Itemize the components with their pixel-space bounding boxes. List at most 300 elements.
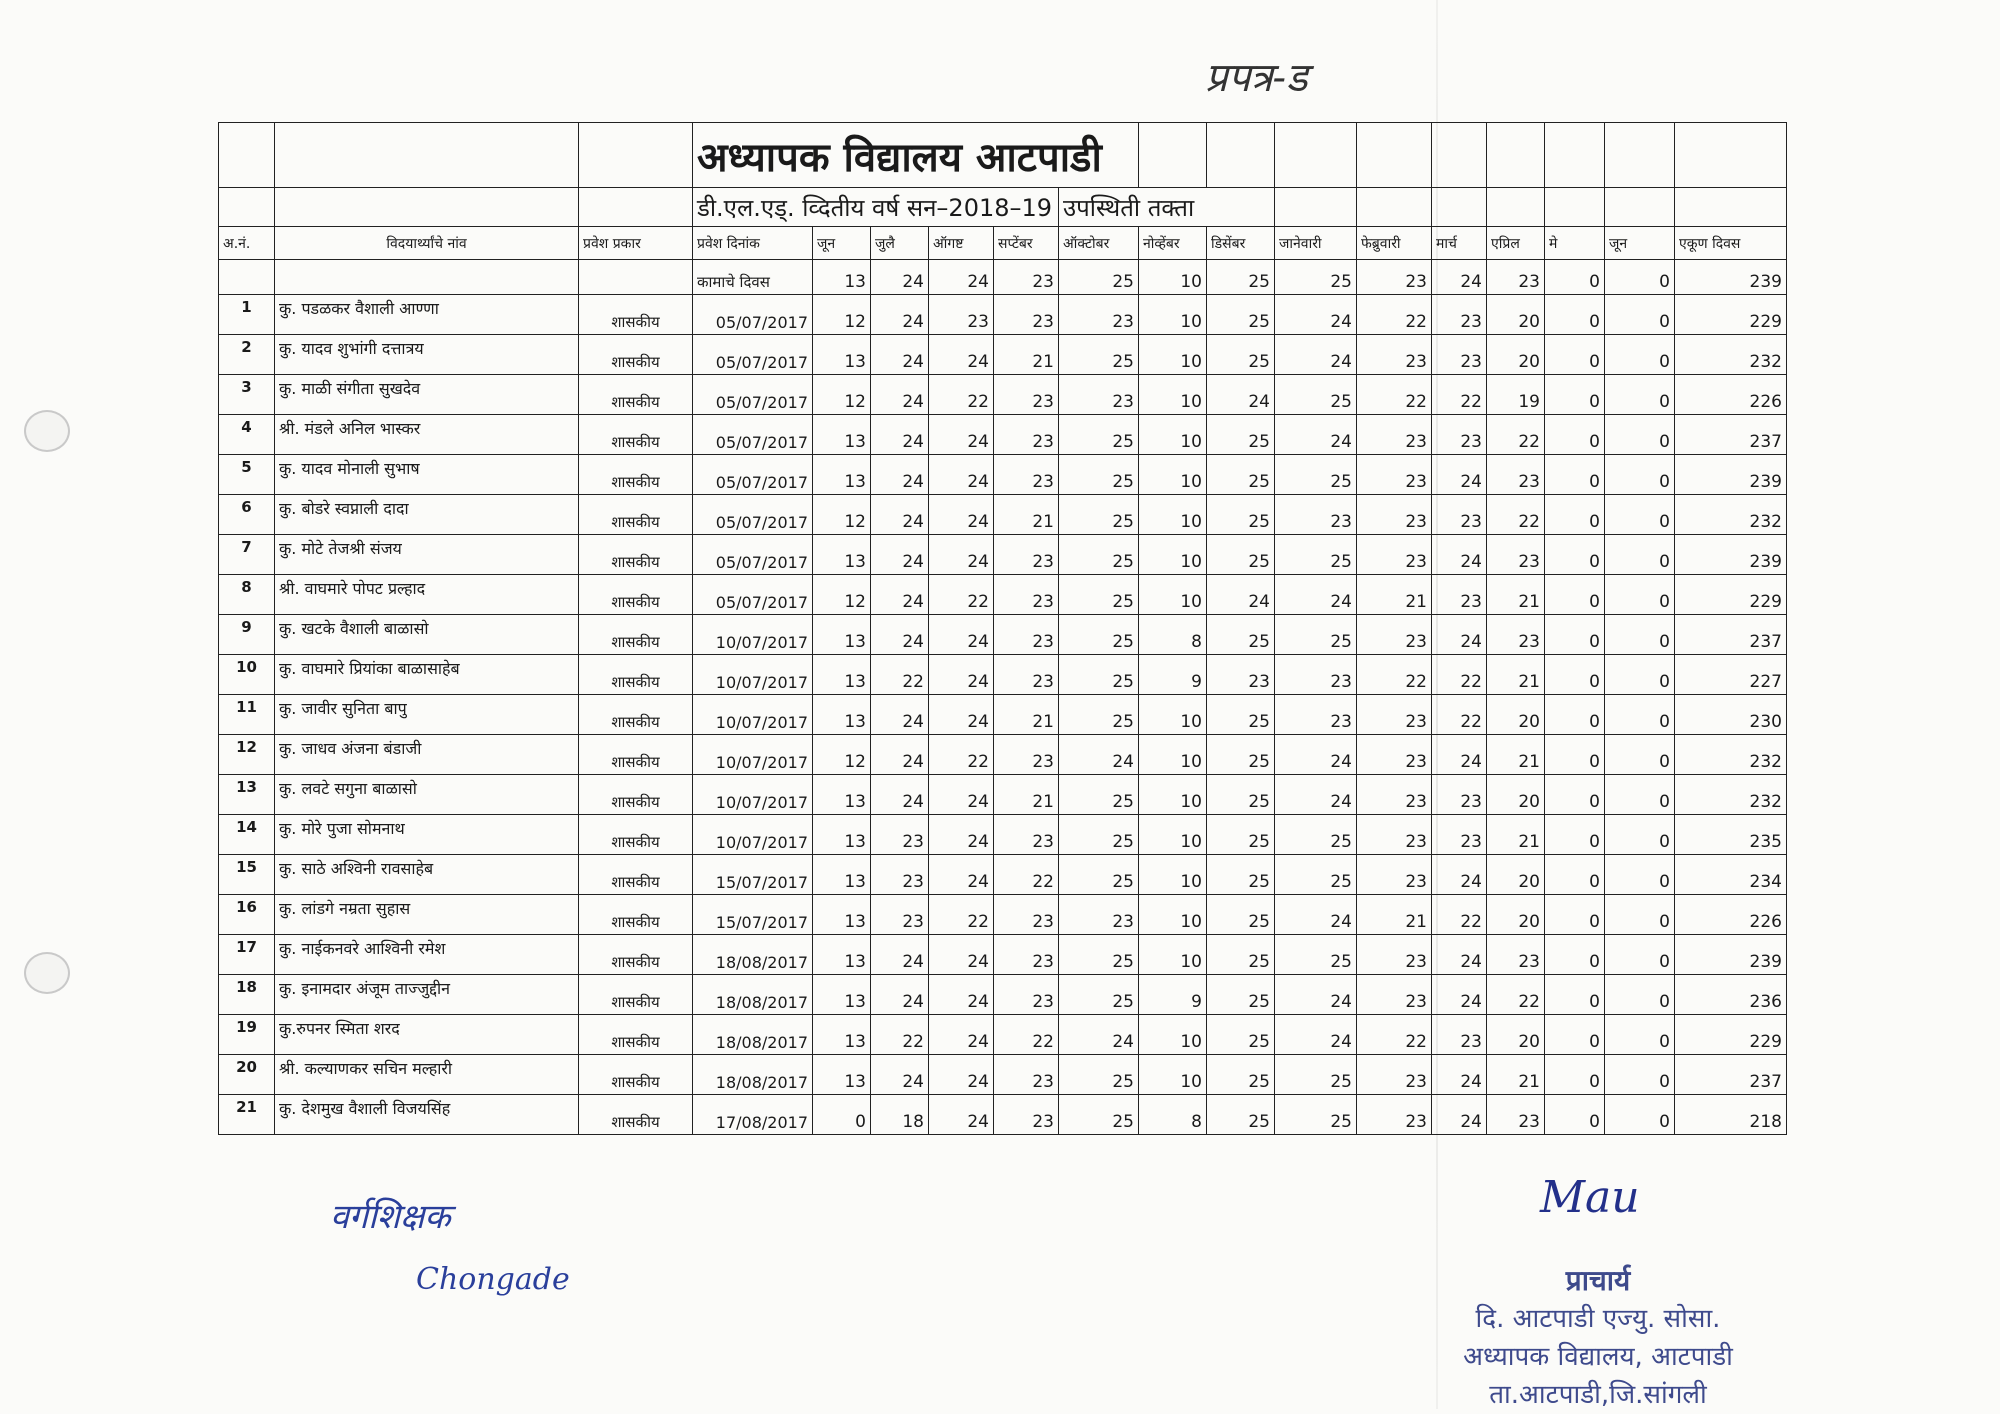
attendance-days: 23 xyxy=(994,615,1059,655)
column-header: नोव्हेंबर xyxy=(1139,227,1207,260)
student-name: कु. यादव मोनाली सुभाष xyxy=(275,455,579,495)
admission-type: शासकीय xyxy=(579,575,693,615)
class-teacher-signature: Chongade xyxy=(416,1262,570,1297)
attendance-days: 24 xyxy=(871,775,929,815)
admission-type: शासकीय xyxy=(579,535,693,575)
admission-type: शासकीय xyxy=(579,335,693,375)
attendance-days: 0 xyxy=(1605,1055,1675,1095)
attendance-days: 21 xyxy=(1357,575,1432,615)
attendance-days: 25 xyxy=(1207,455,1275,495)
admission-type: शासकीय xyxy=(579,695,693,735)
attendance-days: 22 xyxy=(929,895,994,935)
admission-type: शासकीय xyxy=(579,775,693,815)
table-row xyxy=(219,1015,1787,1055)
table-row xyxy=(219,535,1787,575)
table-row xyxy=(219,335,1787,375)
attendance-days: 0 xyxy=(1545,735,1605,775)
attendance-days: 25 xyxy=(1275,1095,1357,1135)
attendance-days: 25 xyxy=(1275,535,1357,575)
admission-type: शासकीय xyxy=(579,815,693,855)
student-name: कु. जावीर सुनिता बापु xyxy=(275,695,579,735)
working-days-value: 24 xyxy=(871,260,929,295)
attendance-days: 20 xyxy=(1487,1015,1545,1055)
student-name: कु. बोडरे स्वप्नाली दादा xyxy=(275,495,579,535)
attendance-days: 25 xyxy=(1059,815,1139,855)
column-header: एकूण दिवस xyxy=(1675,227,1787,260)
attendance-days: 24 xyxy=(1275,895,1357,935)
serial-number: 13 xyxy=(219,775,275,815)
attendance-days: 25 xyxy=(1207,295,1275,335)
working-days-row xyxy=(219,260,1787,295)
attendance-days: 21 xyxy=(1487,575,1545,615)
attendance-days: 22 xyxy=(1357,295,1432,335)
attendance-days: 23 xyxy=(994,935,1059,975)
attendance-days: 0 xyxy=(1605,535,1675,575)
attendance-days: 25 xyxy=(1207,935,1275,975)
attendance-days: 24 xyxy=(1432,975,1487,1015)
attendance-days: 24 xyxy=(929,655,994,695)
admission-type: शासकीय xyxy=(579,855,693,895)
attendance-days: 23 xyxy=(1357,975,1432,1015)
serial-number: 8 xyxy=(219,575,275,615)
student-name: श्री. वाघमारे पोपट प्रल्हाद xyxy=(275,575,579,615)
attendance-days: 0 xyxy=(1545,1055,1605,1095)
attendance-days: 24 xyxy=(1275,1015,1357,1055)
column-header: ऑगष्ट xyxy=(929,227,994,260)
attendance-days: 22 xyxy=(1487,415,1545,455)
attendance-days: 0 xyxy=(813,1095,871,1135)
student-name: कु. मोरे पुजा सोमनाथ xyxy=(275,815,579,855)
attendance-days: 10 xyxy=(1139,935,1207,975)
student-name: कु. यादव शुभांगी दत्तात्रय xyxy=(275,335,579,375)
attendance-days: 24 xyxy=(1432,855,1487,895)
empty-cell xyxy=(579,260,693,295)
serial-number: 17 xyxy=(219,935,275,975)
stamp-college: अध्यापक विद्यालय, आटपाडी xyxy=(1463,1342,1733,1372)
admission-type: शासकीय xyxy=(579,615,693,655)
student-name: कु. इनामदार अंजूम ताज्जुद्दीन xyxy=(275,975,579,1015)
attendance-days: 23 xyxy=(1357,335,1432,375)
total-days: 234 xyxy=(1675,855,1787,895)
student-name: कु. माळी संगीता सुखदेव xyxy=(275,375,579,415)
attendance-days: 24 xyxy=(1207,575,1275,615)
admission-type: शासकीय xyxy=(579,895,693,935)
attendance-days: 24 xyxy=(871,1055,929,1095)
working-days-value: 25 xyxy=(1059,260,1139,295)
attendance-days: 23 xyxy=(1357,415,1432,455)
serial-number: 6 xyxy=(219,495,275,535)
stamp-society: दि. आटपाडी एज्यु. सोसा. xyxy=(1475,1304,1721,1334)
attendance-days: 0 xyxy=(1545,295,1605,335)
attendance-days: 0 xyxy=(1605,455,1675,495)
serial-number: 9 xyxy=(219,615,275,655)
total-days: 239 xyxy=(1675,535,1787,575)
punch-hole xyxy=(24,952,70,994)
attendance-days: 23 xyxy=(929,295,994,335)
attendance-days: 13 xyxy=(813,935,871,975)
attendance-days: 25 xyxy=(1059,655,1139,695)
class-teacher-signature-label: वर्गशिक्षक xyxy=(330,1197,451,1237)
student-name: कु. लांडगे नम्रता सुहास xyxy=(275,895,579,935)
empty-cell xyxy=(219,260,275,295)
admission-date: 15/07/2017 xyxy=(693,855,813,895)
attendance-days: 23 xyxy=(994,1055,1059,1095)
student-name: कु. वाघमारे प्रियांका बाळासाहेब xyxy=(275,655,579,695)
attendance-days: 12 xyxy=(813,495,871,535)
table-row xyxy=(219,895,1787,935)
attendance-days: 25 xyxy=(1059,975,1139,1015)
attendance-days: 24 xyxy=(871,335,929,375)
serial-number: 5 xyxy=(219,455,275,495)
attendance-days: 0 xyxy=(1605,695,1675,735)
attendance-days: 25 xyxy=(1059,775,1139,815)
admission-date: 15/07/2017 xyxy=(693,895,813,935)
attendance-days: 12 xyxy=(813,375,871,415)
attendance-days: 0 xyxy=(1545,815,1605,855)
table-row xyxy=(219,295,1787,335)
total-days: 235 xyxy=(1675,815,1787,855)
attendance-days: 0 xyxy=(1545,575,1605,615)
course-year-subtitle: डी.एल.एड्. व्दितीय वर्ष सन–2018–19 xyxy=(693,188,1059,227)
attendance-days: 0 xyxy=(1605,975,1675,1015)
attendance-days: 21 xyxy=(994,695,1059,735)
attendance-days: 20 xyxy=(1487,775,1545,815)
attendance-days: 23 xyxy=(1432,575,1487,615)
attendance-days: 24 xyxy=(871,375,929,415)
total-days: 230 xyxy=(1675,695,1787,735)
attendance-days: 25 xyxy=(1207,615,1275,655)
attendance-days: 21 xyxy=(1487,1055,1545,1095)
admission-type: शासकीय xyxy=(579,375,693,415)
attendance-days: 23 xyxy=(1487,535,1545,575)
attendance-days: 0 xyxy=(1545,855,1605,895)
attendance-days: 13 xyxy=(813,535,871,575)
column-header: सप्टेंबर xyxy=(994,227,1059,260)
attendance-days: 24 xyxy=(929,695,994,735)
attendance-days: 24 xyxy=(871,575,929,615)
serial-number: 14 xyxy=(219,815,275,855)
attendance-days: 23 xyxy=(1357,615,1432,655)
attendance-days: 25 xyxy=(1059,415,1139,455)
total-days: 232 xyxy=(1675,735,1787,775)
attendance-days: 13 xyxy=(813,775,871,815)
admission-date: 10/07/2017 xyxy=(693,815,813,855)
attendance-days: 0 xyxy=(1605,735,1675,775)
attendance-days: 24 xyxy=(1059,1015,1139,1055)
admission-type: शासकीय xyxy=(579,1015,693,1055)
attendance-days: 25 xyxy=(1207,735,1275,775)
principal-stamp xyxy=(1418,1262,1778,1414)
attendance-days: 23 xyxy=(1357,815,1432,855)
admission-type: शासकीय xyxy=(579,735,693,775)
attendance-days: 24 xyxy=(1432,735,1487,775)
attendance-days: 23 xyxy=(1487,455,1545,495)
attendance-days: 25 xyxy=(1059,855,1139,895)
attendance-days: 10 xyxy=(1139,375,1207,415)
attendance-days: 23 xyxy=(1059,895,1139,935)
attendance-days: 25 xyxy=(1275,455,1357,495)
attendance-days: 24 xyxy=(1275,775,1357,815)
attendance-days: 23 xyxy=(1275,655,1357,695)
table-row xyxy=(219,855,1787,895)
institution-title: अध्यापक विद्यालय आटपाडी xyxy=(693,123,1139,188)
attendance-days: 22 xyxy=(994,855,1059,895)
attendance-days: 25 xyxy=(1207,495,1275,535)
serial-number: 21 xyxy=(219,1095,275,1135)
attendance-days: 10 xyxy=(1139,895,1207,935)
attendance-days: 25 xyxy=(1275,615,1357,655)
attendance-days: 0 xyxy=(1545,335,1605,375)
table-row xyxy=(219,375,1787,415)
attendance-days: 20 xyxy=(1487,335,1545,375)
attendance-days: 23 xyxy=(1432,415,1487,455)
attendance-days: 24 xyxy=(871,295,929,335)
attendance-days: 25 xyxy=(1059,335,1139,375)
attendance-days: 25 xyxy=(1207,535,1275,575)
attendance-days: 24 xyxy=(929,1015,994,1055)
total-days: 229 xyxy=(1675,295,1787,335)
attendance-days: 23 xyxy=(1357,495,1432,535)
column-header: एप्रिल xyxy=(1487,227,1545,260)
attendance-days: 10 xyxy=(1139,855,1207,895)
table-row xyxy=(219,735,1787,775)
attendance-days: 24 xyxy=(871,935,929,975)
attendance-days: 25 xyxy=(1059,615,1139,655)
attendance-days: 25 xyxy=(1207,895,1275,935)
admission-date: 18/08/2017 xyxy=(693,975,813,1015)
attendance-days: 18 xyxy=(871,1095,929,1135)
attendance-days: 10 xyxy=(1139,695,1207,735)
attendance-days: 13 xyxy=(813,615,871,655)
working-days-value: 25 xyxy=(1207,260,1275,295)
attendance-days: 25 xyxy=(1207,1095,1275,1135)
attendance-days: 24 xyxy=(871,415,929,455)
attendance-days: 0 xyxy=(1545,495,1605,535)
attendance-days: 13 xyxy=(813,655,871,695)
total-days: 237 xyxy=(1675,415,1787,455)
attendance-days: 24 xyxy=(1432,1055,1487,1095)
attendance-days: 24 xyxy=(1275,975,1357,1015)
attendance-days: 24 xyxy=(871,535,929,575)
attendance-days: 24 xyxy=(929,495,994,535)
attendance-days: 24 xyxy=(929,815,994,855)
admission-date: 18/08/2017 xyxy=(693,1015,813,1055)
column-header: जून xyxy=(813,227,871,260)
attendance-days: 24 xyxy=(1275,295,1357,335)
attendance-days: 10 xyxy=(1139,455,1207,495)
attendance-days: 22 xyxy=(871,655,929,695)
attendance-days: 22 xyxy=(1357,655,1432,695)
total-days: 239 xyxy=(1675,935,1787,975)
student-name: श्री. कल्याणकर सचिन मल्हारी xyxy=(275,1055,579,1095)
attendance-days: 13 xyxy=(813,1015,871,1055)
total-days: 232 xyxy=(1675,495,1787,535)
admission-date: 10/07/2017 xyxy=(693,735,813,775)
column-header: मे xyxy=(1545,227,1605,260)
working-days-value: 23 xyxy=(1357,260,1432,295)
attendance-days: 23 xyxy=(871,855,929,895)
attendance-days: 24 xyxy=(929,975,994,1015)
attendance-days: 20 xyxy=(1487,855,1545,895)
column-header: मार्च xyxy=(1432,227,1487,260)
attendance-days: 0 xyxy=(1605,855,1675,895)
attendance-days: 25 xyxy=(1207,975,1275,1015)
attendance-days: 0 xyxy=(1605,775,1675,815)
attendance-days: 0 xyxy=(1545,375,1605,415)
attendance-table xyxy=(218,122,1787,1135)
attendance-days: 24 xyxy=(1207,375,1275,415)
table-row xyxy=(219,1055,1787,1095)
attendance-days: 21 xyxy=(994,495,1059,535)
attendance-days: 22 xyxy=(1432,375,1487,415)
attendance-days: 0 xyxy=(1605,935,1675,975)
attendance-days: 10 xyxy=(1139,815,1207,855)
attendance-days: 0 xyxy=(1545,1015,1605,1055)
student-name: कु. पडळकर वैशाली आण्णा xyxy=(275,295,579,335)
table-row xyxy=(219,935,1787,975)
attendance-days: 23 xyxy=(1357,735,1432,775)
admission-date: 05/07/2017 xyxy=(693,575,813,615)
attendance-days: 10 xyxy=(1139,1055,1207,1095)
student-name: कु. साठे अश्विनी रावसाहेब xyxy=(275,855,579,895)
attendance-days: 23 xyxy=(1487,1095,1545,1135)
admission-date: 05/07/2017 xyxy=(693,495,813,535)
attendance-days: 24 xyxy=(871,615,929,655)
attendance-days: 10 xyxy=(1139,775,1207,815)
attendance-days: 13 xyxy=(813,335,871,375)
admission-date: 18/08/2017 xyxy=(693,1055,813,1095)
working-days-value: 239 xyxy=(1675,260,1787,295)
column-header: जुलै xyxy=(871,227,929,260)
attendance-days: 23 xyxy=(994,535,1059,575)
serial-number: 10 xyxy=(219,655,275,695)
attendance-days: 0 xyxy=(1605,415,1675,455)
attendance-days: 24 xyxy=(929,455,994,495)
attendance-days: 23 xyxy=(1275,695,1357,735)
admission-date: 05/07/2017 xyxy=(693,455,813,495)
attendance-days: 12 xyxy=(813,295,871,335)
admission-date: 10/07/2017 xyxy=(693,615,813,655)
attendance-days: 24 xyxy=(929,615,994,655)
admission-type: शासकीय xyxy=(579,655,693,695)
attendance-days: 22 xyxy=(994,1015,1059,1055)
table-row xyxy=(219,415,1787,455)
attendance-days: 13 xyxy=(813,1055,871,1095)
admission-date: 05/07/2017 xyxy=(693,375,813,415)
working-days-value: 24 xyxy=(929,260,994,295)
attendance-days: 25 xyxy=(1207,1055,1275,1095)
attendance-days: 25 xyxy=(1207,1015,1275,1055)
attendance-days: 13 xyxy=(813,815,871,855)
column-header: अ.नं. xyxy=(219,227,275,260)
attendance-days: 13 xyxy=(813,695,871,735)
student-name: श्री. मंडले अनिल भास्कर xyxy=(275,415,579,455)
attendance-days: 23 xyxy=(1432,815,1487,855)
attendance-days: 23 xyxy=(994,455,1059,495)
serial-number: 15 xyxy=(219,855,275,895)
attendance-days: 25 xyxy=(1059,1055,1139,1095)
student-name: कु. खटके वैशाली बाळासो xyxy=(275,615,579,655)
attendance-days: 23 xyxy=(994,575,1059,615)
student-rows xyxy=(219,295,1787,1135)
attendance-days: 13 xyxy=(813,455,871,495)
table-row xyxy=(219,455,1787,495)
table-row xyxy=(219,1095,1787,1135)
attendance-days: 25 xyxy=(1059,495,1139,535)
attendance-days: 25 xyxy=(1275,375,1357,415)
serial-number: 2 xyxy=(219,335,275,375)
attendance-days: 25 xyxy=(1207,415,1275,455)
attendance-days: 23 xyxy=(1207,655,1275,695)
attendance-days: 0 xyxy=(1605,1015,1675,1055)
attendance-days: 0 xyxy=(1545,695,1605,735)
working-days-value: 13 xyxy=(813,260,871,295)
attendance-days: 23 xyxy=(1357,775,1432,815)
attendance-days: 25 xyxy=(1207,855,1275,895)
attendance-days: 0 xyxy=(1545,1095,1605,1135)
total-days: 239 xyxy=(1675,455,1787,495)
total-days: 237 xyxy=(1675,615,1787,655)
attendance-days: 23 xyxy=(1357,535,1432,575)
attendance-days: 25 xyxy=(1207,335,1275,375)
attendance-days: 24 xyxy=(871,975,929,1015)
attendance-days: 10 xyxy=(1139,295,1207,335)
attendance-days: 12 xyxy=(813,575,871,615)
attendance-days: 0 xyxy=(1545,455,1605,495)
attendance-days: 25 xyxy=(1059,1095,1139,1135)
punch-hole xyxy=(24,410,70,452)
title-row xyxy=(219,123,1787,188)
attendance-days: 24 xyxy=(871,735,929,775)
column-header: ऑक्टोबर xyxy=(1059,227,1139,260)
attendance-days: 10 xyxy=(1139,335,1207,375)
admission-date: 10/07/2017 xyxy=(693,655,813,695)
attendance-days: 21 xyxy=(1487,655,1545,695)
attendance-days: 0 xyxy=(1605,575,1675,615)
attendance-days: 10 xyxy=(1139,535,1207,575)
attendance-days: 0 xyxy=(1545,975,1605,1015)
table-row xyxy=(219,655,1787,695)
attendance-days: 19 xyxy=(1487,375,1545,415)
attendance-days: 25 xyxy=(1207,815,1275,855)
attendance-days: 23 xyxy=(1432,495,1487,535)
attendance-days: 10 xyxy=(1139,415,1207,455)
admission-date: 17/08/2017 xyxy=(693,1095,813,1135)
attendance-days: 22 xyxy=(929,735,994,775)
working-days-value: 0 xyxy=(1605,260,1675,295)
attendance-days: 0 xyxy=(1605,335,1675,375)
principal-signature: Mau xyxy=(1540,1172,1640,1223)
attendance-days: 0 xyxy=(1605,895,1675,935)
serial-number: 11 xyxy=(219,695,275,735)
attendance-days: 25 xyxy=(1059,575,1139,615)
table-row xyxy=(219,495,1787,535)
admission-date: 05/07/2017 xyxy=(693,335,813,375)
attendance-days: 23 xyxy=(1432,1015,1487,1055)
attendance-days: 23 xyxy=(1487,935,1545,975)
subtitle-row xyxy=(219,188,1787,227)
admission-type: शासकीय xyxy=(579,1095,693,1135)
attendance-days: 25 xyxy=(1059,935,1139,975)
attendance-days: 0 xyxy=(1605,295,1675,335)
header-row xyxy=(219,227,1787,260)
serial-number: 16 xyxy=(219,895,275,935)
working-days-value: 10 xyxy=(1139,260,1207,295)
attendance-days: 23 xyxy=(871,815,929,855)
total-days: 227 xyxy=(1675,655,1787,695)
attendance-days: 23 xyxy=(1357,695,1432,735)
attendance-days: 0 xyxy=(1545,895,1605,935)
